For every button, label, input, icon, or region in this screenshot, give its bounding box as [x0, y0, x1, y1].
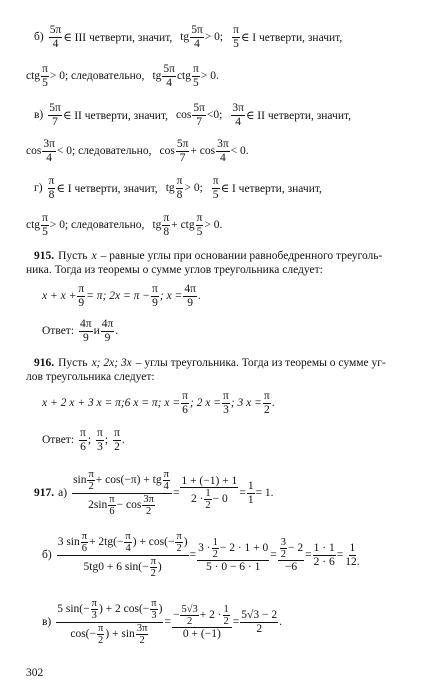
text-run: ; [87, 434, 92, 446]
big-fraction: sin $\frac{\pi}{2}$ + cos(−π) + tg $\frac{\pi}{4}$ 2sin $\frac{\pi}{6}$ − cos $\frac{3\pi}{2}$ [72, 469, 172, 516]
fraction: $\frac{1}{2}$ [223, 603, 229, 627]
fraction: $\frac{\pi}{5}$ [196, 212, 203, 238]
fraction: $\frac{\pi}{3}$ [91, 598, 97, 622]
text-run: ∈ III четверти, значит, [63, 32, 173, 44]
fraction: $\frac{\pi}{2}$ [150, 555, 156, 579]
math-run: x + x + [42, 290, 77, 302]
function-name: tg [152, 70, 162, 82]
fraction: $\frac{5\pi}{7}$ [176, 138, 189, 164]
fraction: $\frac{4\pi}{9}$ [101, 318, 114, 344]
variable: x [91, 250, 97, 262]
text-run: . [121, 434, 125, 446]
text-run: ∈ I четверти, значит, [240, 32, 343, 44]
math-run: ; x = [159, 290, 183, 302]
item-label: б) [42, 549, 52, 561]
text-run: – углы треугольника. Тогда из теоремы о сумме уг- [135, 357, 386, 369]
math-run: . [197, 290, 201, 302]
equals: = [172, 487, 180, 499]
item-label: а) [58, 487, 68, 499]
fraction: $\frac{3\pi}{2}$ [136, 622, 148, 646]
fraction: $\frac{1}{2}$ [212, 536, 218, 560]
big-fraction: − $\frac{5√3}{2}$ + 2 · $\frac{1}{2}$ 0 + (−1) [172, 604, 232, 640]
fraction: $\frac{\pi}{2}$ [98, 622, 104, 646]
function-name: tg [180, 31, 190, 43]
fraction: $\frac{5√3 - 2}{2}$ [241, 609, 278, 635]
fraction: $\frac{3\pi}{2}$ [143, 493, 154, 517]
text-run: > 0; следовательно, [49, 70, 145, 82]
fraction: $\frac{\pi}{3}$ [151, 598, 157, 622]
fraction: $\frac{\pi}{8}$ [163, 212, 170, 238]
text-run: ника. Тогда из теоремы о сумме углов треугольника следует: [26, 264, 323, 276]
text-run: ∈ I четверти, значит, [220, 183, 322, 195]
function-name: cos [26, 145, 42, 157]
answer-label: Ответ: [42, 325, 75, 337]
function-name: tg [152, 219, 162, 231]
fraction: $\frac{3\pi}{4}$ [43, 138, 55, 164]
fraction: $\frac{\pi}{2}$ [263, 390, 270, 416]
problem-number: 917. [34, 487, 55, 499]
function-name: tg [165, 182, 175, 194]
result: = 1. [255, 487, 274, 499]
text-run: . [279, 616, 282, 628]
equals: = [336, 549, 344, 561]
equals: = [239, 487, 246, 499]
text-run: > 0. [200, 70, 219, 82]
text-run: лов треугольника следует: [26, 371, 155, 383]
text-run: > 0; следовательно, [49, 219, 145, 231]
item-label: г) [34, 182, 43, 194]
fraction: $\frac{\pi}{5}$ [233, 24, 239, 50]
function-name: ctg [26, 70, 41, 82]
text-run: > 0. [204, 219, 223, 231]
fraction: $\frac{\pi}{8}$ [176, 175, 183, 201]
text-run: > 0; [204, 31, 224, 43]
fraction: $\frac{4\pi}{9}$ [80, 318, 92, 344]
math-run: ; 2 x = [189, 397, 222, 409]
fraction: $\frac{\pi}{2}$ [114, 427, 120, 453]
fraction: $\frac{5\pi}{4}$ [163, 63, 175, 89]
fraction: $\frac{\pi}{5}$ [42, 63, 48, 89]
answer-label: Ответ: [42, 434, 75, 446]
text-run: Пусть [58, 250, 88, 262]
function-name: cos [159, 145, 175, 157]
item-label: в) [34, 109, 44, 121]
equals: = [232, 616, 240, 628]
fraction: $\frac{\pi}{6}$ [109, 493, 115, 517]
fraction: $\frac{\pi}{3}$ [97, 427, 103, 453]
text-run: < 0. [230, 145, 249, 157]
equals: = [305, 549, 312, 561]
text-run: Пусть [58, 357, 88, 369]
big-fraction: $\frac{3}{2}$ − 2 −6 [278, 537, 304, 573]
item-label: в) [42, 616, 52, 628]
fraction: $\frac{\pi}{3}$ [223, 390, 229, 416]
fraction: $\frac{1 \cdot 1}{2 \cdot 6}$ [313, 542, 335, 568]
text-run: <0; [206, 109, 223, 121]
text-run: > 0; [184, 182, 203, 194]
problem-number: 916. [34, 357, 55, 369]
text-run: ∈ I четверти, значит, [56, 183, 158, 195]
big-fraction: 5 sin(− $\frac{\pi}{3}$ ) + 2 cos(− $\frac{\pi}{3}$ ) cos(− $\frac{\pi}{2}$ ) + sin $\frac{3\pi}{2}$ [57, 598, 163, 646]
problem-number: 915. [34, 250, 55, 262]
text-run: ∈ II четверти, значит, [245, 110, 352, 122]
fraction: $\frac{\pi}{8}$ [48, 175, 55, 201]
function-name: ctg [176, 70, 192, 82]
fraction: $\frac{1}{12.}$ [345, 542, 360, 568]
function-name: ctg [26, 219, 41, 231]
equals: = [189, 549, 197, 561]
fraction: $\frac{\pi}{9}$ [152, 283, 158, 309]
big-fraction: 3 sin $\frac{\pi}{6}$ + 2tg(− $\frac{\pi}{4}$ ) + cos(− $\frac{\pi}{2}$ ) 5tg0 + 6 sin(− $\frac{\pi}{2}$ ) [57, 531, 188, 579]
fraction: $\frac{5\pi}{4}$ [49, 24, 62, 50]
fraction: $\frac{\pi}{6}$ [80, 427, 86, 453]
math-run: . [271, 397, 275, 409]
text-run: . [115, 325, 119, 337]
text-run: ; [104, 434, 109, 446]
function-name: + ctg [171, 219, 195, 231]
fraction: $\frac{5\pi}{4}$ [191, 24, 203, 50]
fraction: $\frac{\pi}{6}$ [182, 390, 188, 416]
big-fraction: 1 + (−1) + 1 2 · $\frac{1}{2}$ − 0 [181, 474, 238, 512]
fraction: $\frac{3\pi}{4}$ [217, 138, 229, 164]
fraction: $\frac{5√3}{2}$ [181, 603, 198, 627]
fraction: $\frac{5\pi}{7}$ [49, 102, 61, 128]
fraction: $\frac{3}{2}$ [280, 536, 287, 560]
fraction: $\frac{1}{2}$ [205, 488, 211, 512]
fraction: $\frac{1}{1}$ [247, 480, 254, 506]
fraction: $\frac{4\pi}{9}$ [184, 283, 196, 309]
math-run: x + 2 x + 3 x = π;6 x = π; x = [42, 397, 181, 409]
equals: = [164, 616, 171, 628]
fraction: $\frac{\pi}{5}$ [42, 212, 48, 238]
fraction: $\frac{\pi}{4}$ [163, 469, 169, 493]
item-label: б) [34, 31, 44, 43]
fraction: $\frac{\pi}{5}$ [193, 63, 199, 89]
equals: = [270, 549, 277, 561]
text-run: < 0; следовательно, [56, 145, 152, 157]
fraction: $\frac{5\pi}{7}$ [193, 102, 205, 128]
big-fraction: 3 · $\frac{1}{2}$ − 2 · 1 + 0 5 · 0 − 6 · 1 [198, 536, 269, 573]
text-run: – равные углы при основании равнобедренного треуголь- [100, 250, 383, 262]
fraction: $\frac{\pi}{4}$ [125, 531, 131, 555]
function-name: cos [175, 109, 192, 121]
fraction: $\frac{\pi}{5}$ [212, 175, 219, 201]
math-run: = π; 2x = π − [86, 290, 151, 302]
math-run: ; 3 x = [230, 397, 262, 409]
fraction: $\frac{\pi}{2}$ [176, 531, 182, 555]
fraction: $\frac{\pi}{9}$ [78, 283, 85, 309]
fraction: $\frac{\pi}{6}$ [81, 531, 88, 555]
variable: x; 2x; 3x [91, 357, 132, 369]
text-run: ∈ II четверти, значит, [62, 110, 168, 122]
page-number: 302 [26, 667, 44, 679]
fraction: $\frac{3\pi}{4}$ [232, 102, 244, 128]
function-name: + cos [190, 145, 216, 157]
text-run: и [93, 325, 100, 337]
fraction: $\frac{\pi}{2}$ [88, 469, 94, 493]
